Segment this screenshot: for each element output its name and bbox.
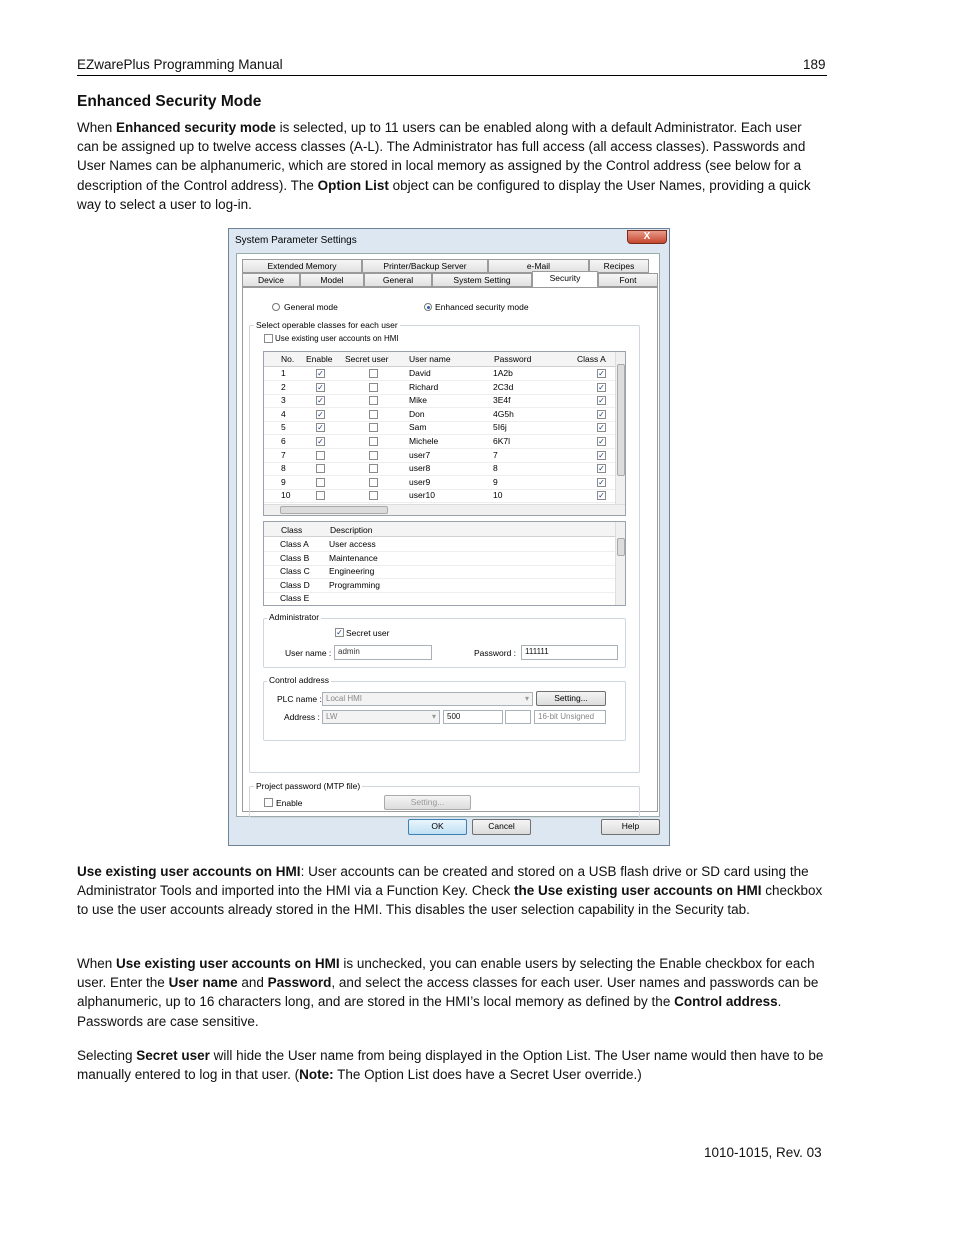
classes-vscroll-thumb[interactable]: [617, 538, 625, 556]
class-name-cell: Class D: [280, 579, 310, 590]
admin-user-field[interactable]: admin: [334, 645, 432, 660]
section-title: Enhanced Security Mode: [77, 93, 262, 110]
password-cell: 1A2b: [493, 368, 513, 378]
address-index-field[interactable]: [505, 710, 531, 724]
tab-extended-memory[interactable]: Extended Memory: [242, 259, 362, 273]
system-parameter-dialog: [228, 228, 670, 846]
class-a-checkbox[interactable]: ✓: [598, 396, 605, 406]
secret-user-checkbox[interactable]: [369, 464, 378, 473]
class-a-checkbox[interactable]: ✓: [598, 369, 605, 378]
cancel-button[interactable]: Cancel: [472, 819, 531, 835]
class-a-checkbox[interactable]: ✓: [598, 464, 605, 474]
col-secret-user: Secret user: [345, 354, 389, 364]
col-class: Class: [281, 525, 303, 535]
radio-general-label: General mode: [284, 302, 338, 312]
class-a-checkbox[interactable]: ✓: [598, 409, 605, 419]
classes-table: [263, 521, 626, 606]
col-no: No.: [281, 354, 295, 364]
secret-user-checkbox[interactable]: [369, 369, 378, 378]
manual-title: EZwarePlus Programming Manual: [77, 57, 283, 72]
help-button[interactable]: Help: [601, 819, 660, 835]
table-row[interactable]: [264, 579, 615, 593]
password-cell: 6K7l: [493, 436, 511, 446]
user-name-cell: David: [409, 368, 431, 378]
page-number: 189: [803, 57, 826, 72]
enable-checkbox[interactable]: ✓: [317, 437, 324, 446]
user-name-cell: Mike: [409, 395, 427, 406]
tab-model[interactable]: Model: [300, 273, 364, 287]
admin-password-field[interactable]: 111111: [521, 645, 618, 660]
paragraph-secret-user: Selecting Secret user will hide the User name from being displayed in the Option List. The User name would then have to be manually entered to log in that user. (Note: The Option List does have a Secret User override.): [77, 1048, 824, 1083]
enable-checkbox[interactable]: [316, 464, 325, 473]
table-row[interactable]: [264, 489, 615, 503]
security-panel: [242, 287, 658, 812]
row-number: 7: [281, 449, 286, 460]
tab-recipes[interactable]: Recipes: [589, 259, 649, 273]
password-cell: 4G5h: [493, 408, 514, 419]
classes-vscroll[interactable]: [615, 522, 626, 606]
col-class-a: Class A: [577, 354, 606, 364]
chevron-down-icon: ▾: [431, 712, 436, 721]
user-name-cell: user10: [409, 490, 435, 501]
class-name-cell: Class A: [280, 539, 309, 549]
admin-secret-label: Secret user: [346, 628, 390, 638]
row-number: 5: [281, 422, 286, 433]
address-label: Address :: [284, 712, 320, 722]
user-name-cell: user9: [409, 476, 431, 487]
table-row[interactable]: [264, 565, 615, 579]
dialog-title: System Parameter Settings: [235, 235, 357, 246]
user-name-cell: user7: [409, 449, 431, 460]
user-name-cell: Don: [409, 408, 425, 419]
secret-user-checkbox[interactable]: [369, 451, 378, 460]
tab-device[interactable]: Device: [242, 273, 300, 287]
table-row[interactable]: [264, 462, 615, 476]
table-row[interactable]: [264, 367, 615, 381]
table-row[interactable]: [264, 476, 615, 490]
administrator-group: [263, 618, 626, 668]
table-row[interactable]: [264, 381, 615, 395]
row-number: 10: [281, 490, 291, 501]
select-classes-title: Select operable classes for each user: [256, 320, 398, 330]
user-name-cell: Richard: [409, 381, 439, 392]
password-cell: 7: [493, 449, 498, 460]
password-cell: 3E4f: [493, 395, 511, 406]
password-cell: 9: [493, 476, 498, 487]
class-a-checkbox[interactable]: ✓: [598, 477, 605, 487]
class-a-checkbox[interactable]: ✓: [598, 423, 605, 433]
use-existing-label: Use existing user accounts on HMI: [275, 334, 399, 343]
tab-email[interactable]: e-Mail: [488, 259, 589, 273]
users-vscroll[interactable]: [615, 352, 626, 504]
administrator-title: Administrator: [269, 612, 320, 622]
project-password-title: Project password (MTP file): [256, 781, 361, 791]
class-description-cell[interactable]: Engineering: [329, 566, 375, 577]
document-revision: 1010-1015, Rev. 03: [704, 1145, 822, 1160]
enable-checkbox[interactable]: ✓: [317, 409, 324, 419]
row-number: 8: [281, 463, 286, 474]
class-name-cell: Class E: [280, 593, 310, 604]
classes-header-row: [264, 522, 615, 537]
table-row[interactable]: [264, 552, 615, 566]
secret-user-checkbox[interactable]: [369, 437, 378, 446]
password-cell: 10: [493, 490, 503, 501]
enable-checkbox[interactable]: ✓: [317, 423, 324, 433]
admin-user-label: User name :: [285, 648, 332, 658]
paragraph-use-existing: Use existing user accounts on HMI: User accounts can be created and stored on a USB flash drive or SD card using the Administrator Tools and imported into the HMI via a Function Key. Check the Use existing user accounts on HMI checkbox to use the user accounts already stored in the HMI. This disables the user selection capability in the Security tab.: [77, 864, 823, 918]
users-vscroll-thumb[interactable]: [617, 364, 625, 476]
secret-user-checkbox[interactable]: [369, 396, 378, 405]
enable-checkbox[interactable]: [316, 491, 325, 500]
table-row[interactable]: [264, 538, 615, 552]
password-cell: 2C3d: [493, 381, 514, 392]
header-rule: [77, 75, 827, 76]
use-existing-checkbox[interactable]: [264, 334, 273, 343]
address-type-select[interactable]: LW ▾: [322, 710, 440, 724]
col-description: Description: [330, 525, 373, 535]
password-cell: 8: [493, 463, 498, 474]
class-name-cell: Class B: [280, 552, 310, 563]
row-number: 6: [281, 436, 286, 446]
users-hscroll-thumb[interactable]: [280, 506, 388, 514]
row-number: 2: [281, 381, 286, 392]
plc-setting-button[interactable]: Setting...: [536, 691, 606, 706]
class-a-checkbox[interactable]: ✓: [598, 450, 605, 460]
chevron-down-icon: ▾: [524, 694, 529, 703]
dialog-body: [236, 253, 660, 817]
row-number: 3: [281, 395, 286, 406]
class-a-checkbox[interactable]: ✓: [598, 382, 605, 392]
close-icon[interactable]: X: [627, 230, 667, 244]
admin-secret-checkbox[interactable]: ✓: [336, 628, 343, 637]
class-description-cell[interactable]: Maintenance: [329, 552, 378, 563]
class-a-checkbox[interactable]: ✓: [598, 491, 605, 501]
user-name-cell: user8: [409, 463, 431, 474]
user-name-cell: Michele: [409, 436, 439, 446]
admin-password-label: Password :: [474, 648, 517, 658]
address-value-field[interactable]: 500: [443, 710, 503, 724]
row-number: 1: [281, 368, 286, 378]
enable-checkbox[interactable]: ✓: [317, 382, 324, 392]
table-row[interactable]: [264, 449, 615, 463]
col-password: Password: [494, 354, 532, 364]
class-description-cell[interactable]: User access: [329, 539, 376, 549]
password-cell: 5I6j: [493, 422, 507, 433]
plc-name-select[interactable]: Local HMI ▾: [322, 692, 533, 706]
table-row[interactable]: [264, 421, 615, 435]
enable-checkbox[interactable]: [316, 451, 325, 460]
secret-user-checkbox[interactable]: [369, 491, 378, 500]
tab-printer-backup[interactable]: Printer/Backup Server: [362, 259, 488, 273]
radio-enhanced-label: Enhanced security mode: [435, 302, 529, 312]
col-user-name: User name: [409, 354, 451, 364]
control-address-title: Control address: [269, 675, 330, 685]
intro-paragraph: When Enhanced security mode is selected, up to 11 users can be enabled along with a default Administrator. Each user can be assigned up to twelve access classes (A-L). The Administrator has full access (all access classes). Passwords and User Names can be alphanumeric, which are stored in local memory as assigned by the Control address (see below for a description of the Control address). The Option List object can be configured to display the User Names, providing a quick way to select a user to log-in.: [77, 120, 811, 212]
tab-font[interactable]: Font: [598, 273, 658, 287]
tab-system-setting[interactable]: System Setting: [432, 273, 532, 287]
enable-checkbox[interactable]: [316, 478, 325, 487]
row-number: 9: [281, 476, 286, 487]
radio-general-mode[interactable]: [272, 303, 280, 311]
users-hscroll[interactable]: [264, 504, 626, 515]
enable-checkbox[interactable]: ✓: [317, 369, 324, 378]
radio-enhanced-mode[interactable]: [424, 303, 432, 311]
class-a-checkbox[interactable]: ✓: [598, 437, 605, 446]
project-enable-label: Enable: [276, 798, 303, 808]
tab-security[interactable]: Security: [532, 271, 598, 287]
tab-general[interactable]: General: [364, 273, 432, 287]
table-row[interactable]: [264, 592, 615, 606]
class-name-cell: Class C: [280, 566, 310, 577]
enable-checkbox[interactable]: ✓: [317, 396, 324, 406]
table-row[interactable]: [264, 435, 615, 449]
users-table: [263, 351, 626, 516]
secret-user-checkbox[interactable]: [369, 383, 378, 392]
secret-user-checkbox[interactable]: [369, 478, 378, 487]
project-enable-checkbox[interactable]: [264, 798, 273, 807]
plc-name-label: PLC name :: [277, 694, 322, 704]
user-name-cell: Sam: [409, 422, 427, 433]
table-row[interactable]: [264, 408, 615, 422]
table-row[interactable]: [264, 394, 615, 408]
project-setting-button[interactable]: Setting...: [384, 795, 471, 810]
paragraph-enable-users: When Use existing user accounts on HMI is unchecked, you can enable users by selecting the Enable checkbox for each user. Enter the User name and Password, and select the access classes for each user. User names and passwords can be alphanumeric, up to 16 characters long, and are stored in the HMI’s local memory as defined by the Control address. Passwords are case sensitive.: [77, 956, 819, 1029]
secret-user-checkbox[interactable]: [369, 410, 378, 419]
col-enable: Enable: [306, 354, 333, 364]
class-description-cell[interactable]: Programming: [329, 579, 381, 590]
secret-user-checkbox[interactable]: [369, 423, 378, 432]
address-format-field: 16-bit Unsigned: [534, 710, 606, 724]
ok-button[interactable]: OK: [408, 819, 467, 835]
row-number: 4: [281, 408, 286, 419]
